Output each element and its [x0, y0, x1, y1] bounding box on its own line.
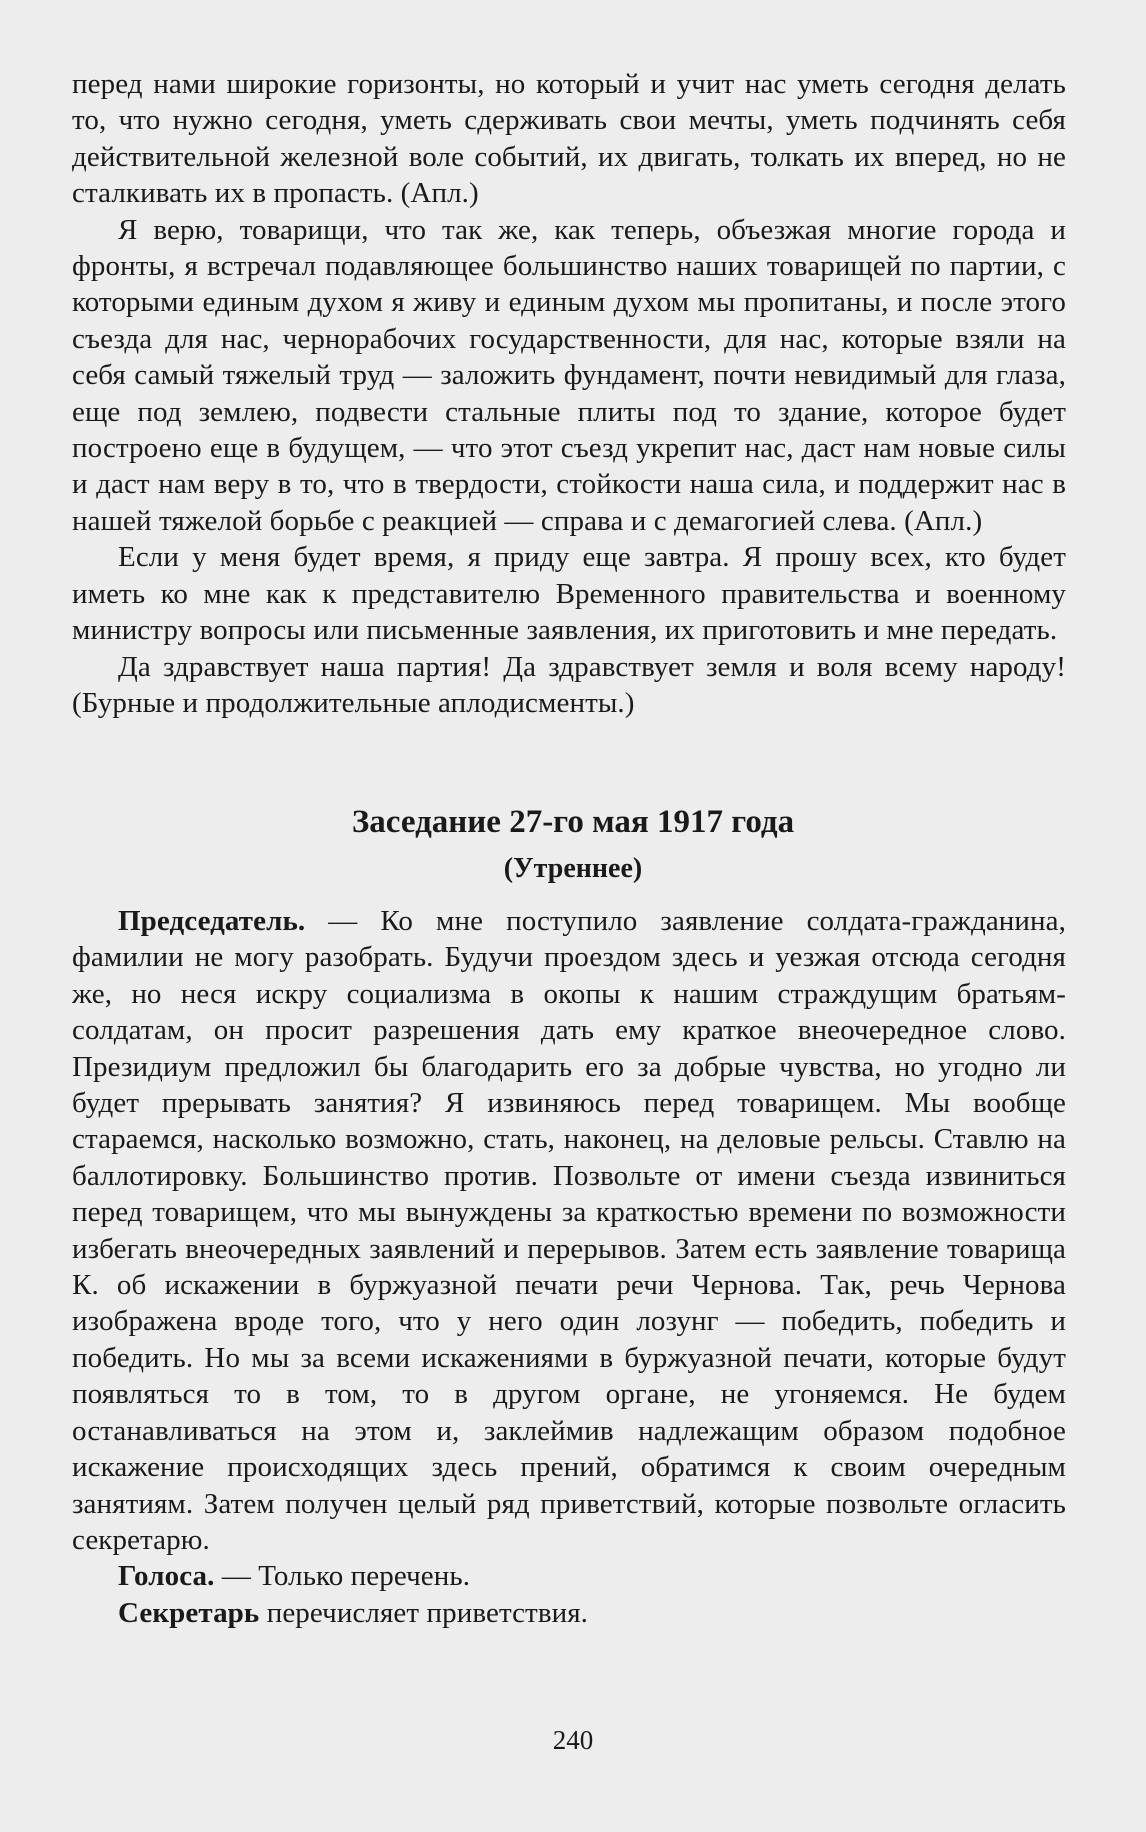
speech-text: — Ко мне поступило заявление солдата-гражданина, фамилии не могу разобрать. Будучи проездом здесь и уезжая отсюда сегодня же, но неся искру социализма в окопы к нашим страждущим братьям-солдатам, он просит разрешения дать ему краткое внеочередное слово. Президиум предложил бы благодарить его за добрые чувства, но угодно ли будет прерывать занятия? Я извиняюсь перед товарищем. Мы вообще стараемся, насколько возможно, стать, наконец, на деловые рельсы. Ставлю на баллотировку. Большинство против. Позвольте от имени съезда извиниться перед товарищем, что мы вынуждены за краткостью времени по возможности избегать внеочередных заявлений и перерывов. Затем есть заявление товарища К. об искажении в буржуазной печати речи Чернова. Так, речь Чернова изображена вроде того, что у него один лозунг — победить, победить и победить. Но мы за всеми искажениями в буржуазной печати, которые будут появляться то в том, то в другом органе, не угоняемся. Не будем останавливаться на этом и, заклеймив надлежащим образом подобное искажение происходящих здесь прений, обратимся к своим очередным занятиям. Затем получен целый ряд приветствий, которые позвольте огласить секретарю. — [72, 905, 1066, 1556]
text-block-top — [72, 66, 1066, 721]
speech-text: — Только перечень. — [214, 1560, 471, 1593]
speaker-name: Председатель. — [118, 905, 306, 937]
speaker-name: Секретарь — [118, 1596, 260, 1629]
speech-text: перечисляет приветствия. — [259, 1596, 589, 1629]
paragraph: Если у меня будет время, я приду еще завтра. Я прошу всех, кто будет иметь ко мне как к представителю Временного правительства и военному министру вопросы или письменные заявления, их приготовить и мне передать. — [72, 541, 1066, 647]
paragraph-continuation: перед нами широкие горизонты, но который и учит нас уметь сегодня делать то, что нужно сегодня, уметь сдерживать свои мечты, уметь подчинять себя действительной железной воле событий, их двигать, толкать их вперед, но не сталкивать их в пропасть. (Апл.) — [72, 68, 1066, 210]
speaker-name: Голоса. — [118, 1560, 215, 1593]
speech-secretary — [72, 1595, 1066, 1631]
text-block-bottom — [72, 903, 1066, 1631]
session-subtitle: (Утреннее) — [503, 853, 643, 884]
session-title: Заседание 27-го мая 1917 года — [351, 804, 795, 840]
paragraph: Да здравствует наша партия! Да здравствует земля и воля всему народу! (Бурные и продолжительные аплодисменты.) — [72, 650, 1066, 719]
page-number: 240 — [552, 1725, 594, 1755]
speech-voices — [72, 1558, 1066, 1594]
speech-chairman — [72, 903, 1066, 1558]
paragraph: Я верю, товарищи, что так же, как теперь, объезжая многие города и фронты, я встречал подавляющее большинство наших товарищей по партии, с которыми единым духом я живу и единым духом мы пропитаны, и после этого съезда для нас, чернорабочих государственности, для нас, которые взяли на себя самый тяжелый труд — заложить фундамент, почти невидимый для глаза, еще под землею, подвести стальные плиты под то здание, которое будет построено еще в будущем, — что этот съезд укрепит нас, даст нам новые силы и даст нам веру в то, что в твердости, стойкости наша сила, и поддержит нас в нашей тяжелой борьбе с реакцией — справа и с демагогией слева. (Апл.) — [72, 213, 1066, 537]
